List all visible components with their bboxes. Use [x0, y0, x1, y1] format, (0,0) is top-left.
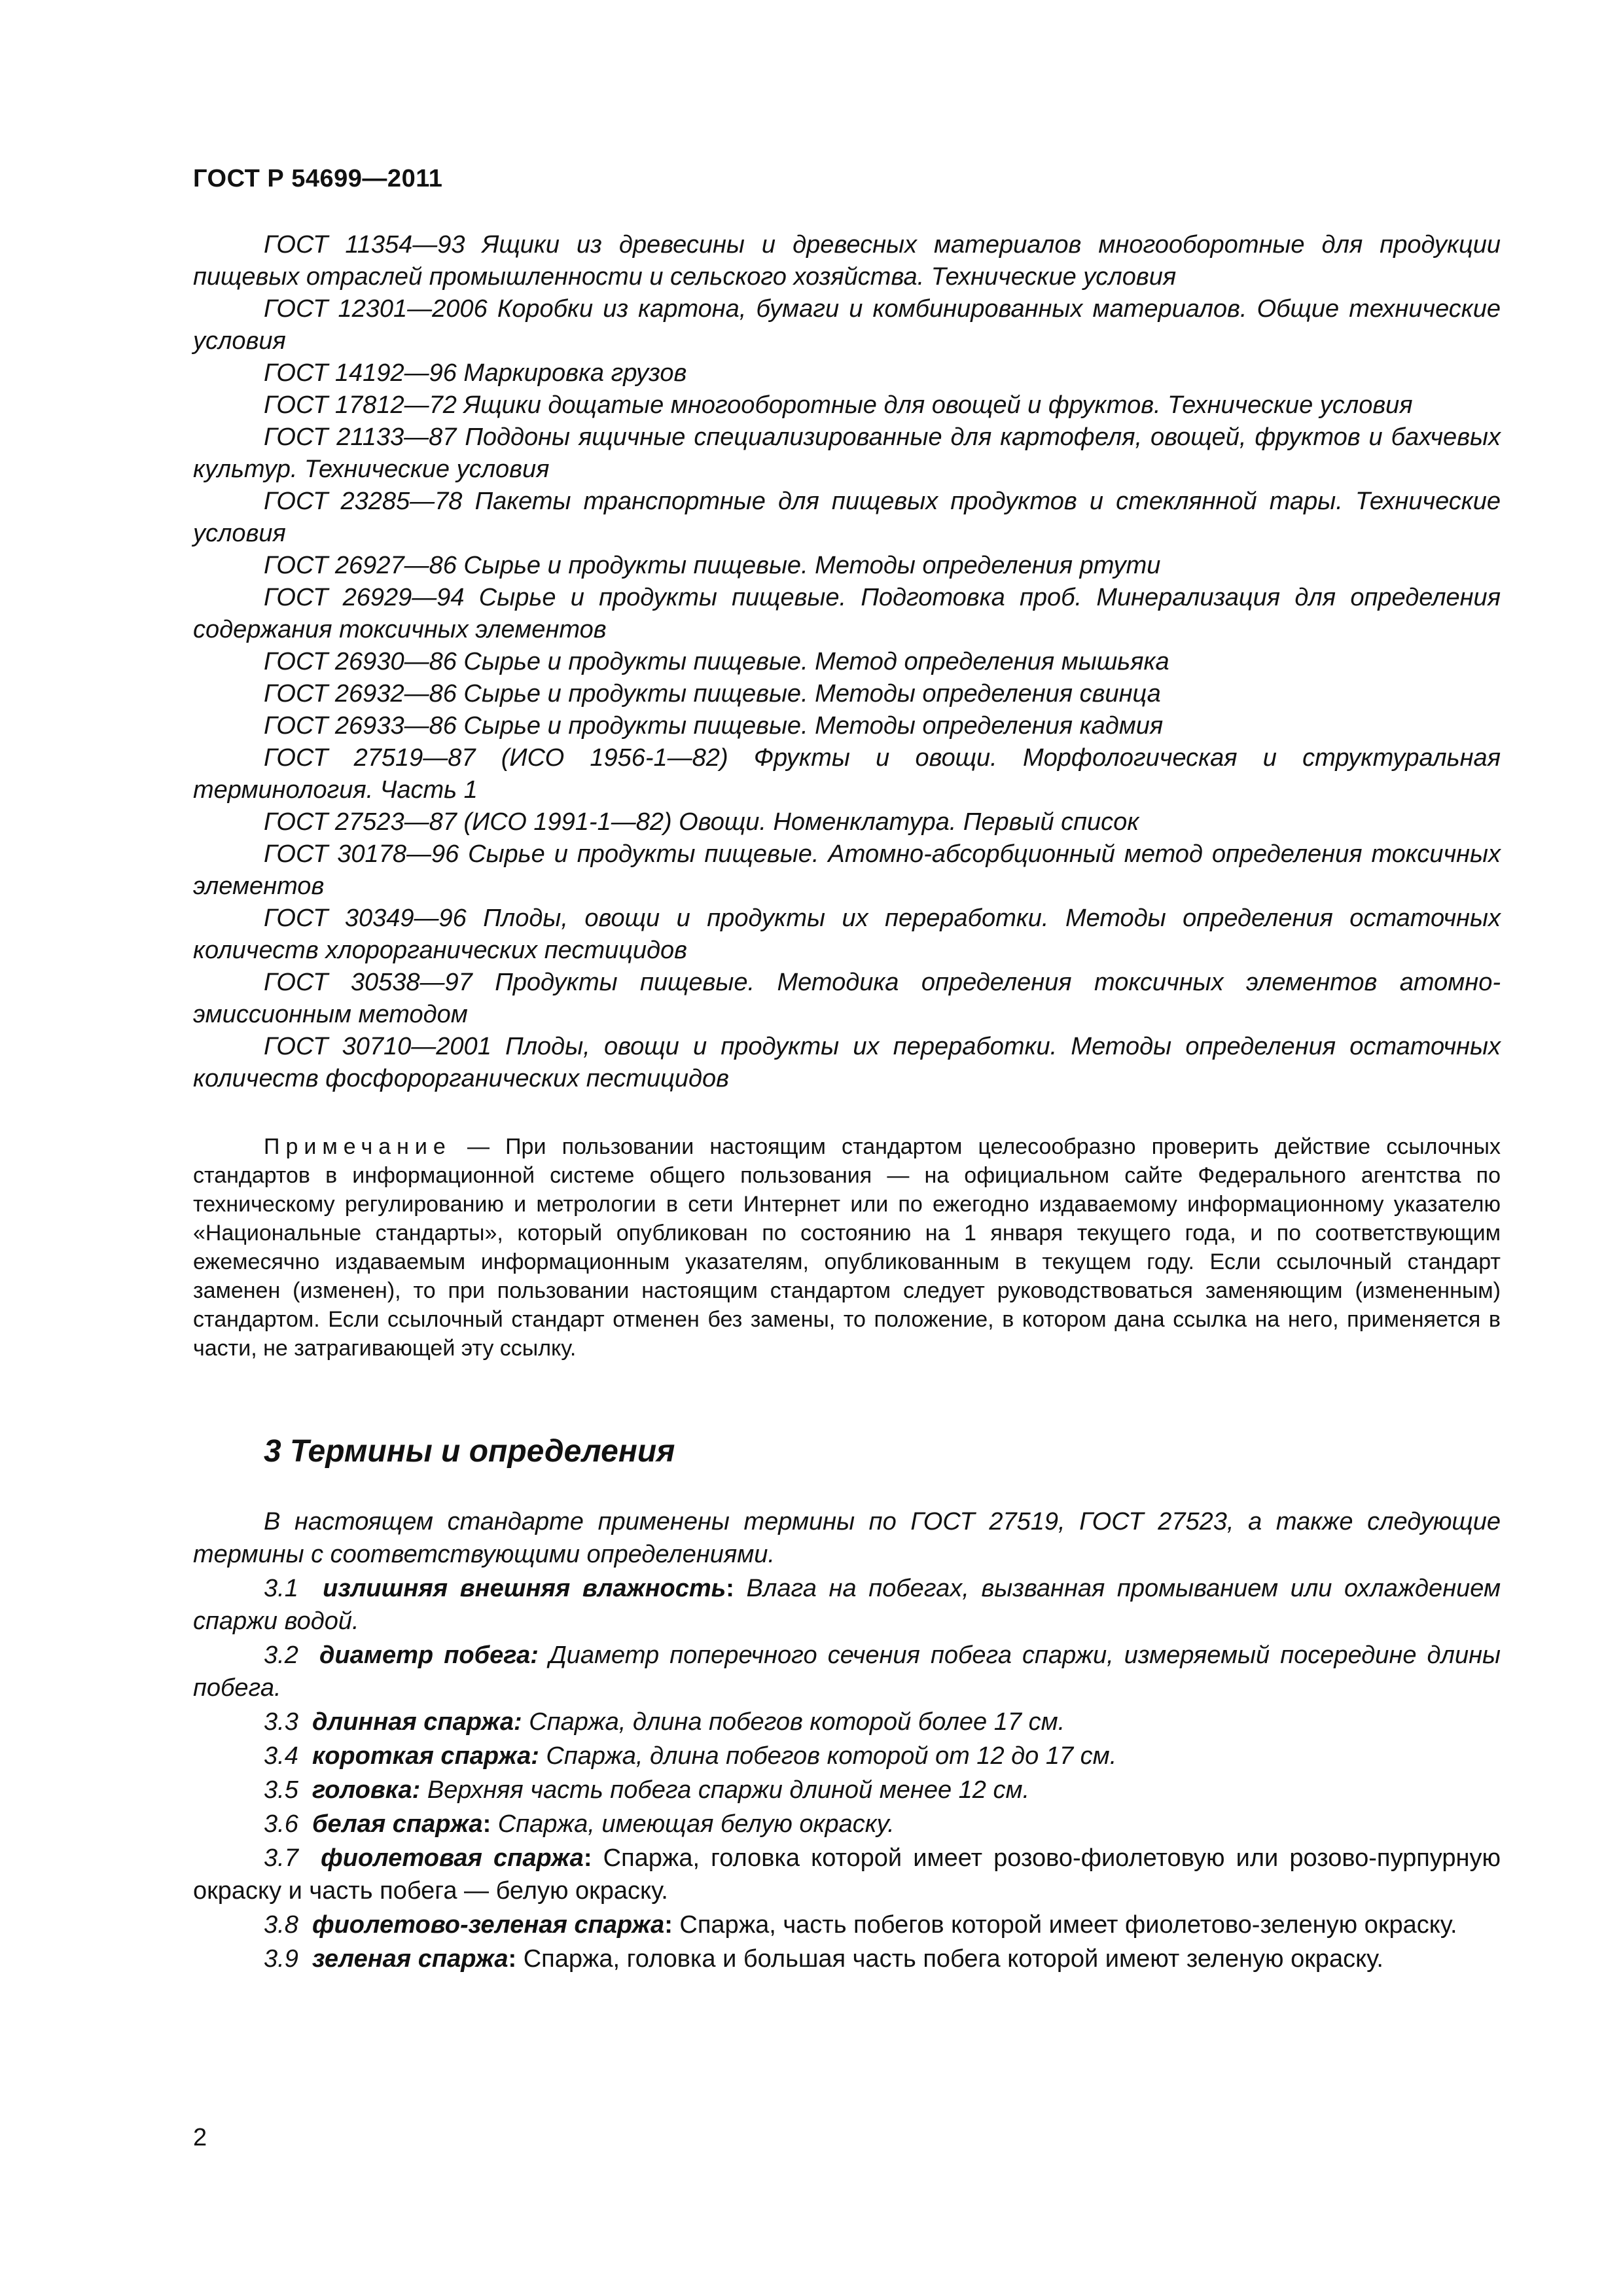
term-separator: :	[664, 1911, 673, 1939]
term-item	[193, 1808, 1501, 1840]
term-name: фиолетово-зеленая спаржа	[312, 1911, 665, 1939]
normative-references-list	[193, 229, 1501, 1095]
term-separator: :	[726, 1575, 734, 1602]
term-name: диаметр побега:	[319, 1641, 539, 1669]
term-number: 3.3	[264, 1708, 298, 1736]
term-definition: Спаржа, головка и большая часть побега которой имеют зеленую окраску.	[516, 1945, 1383, 1973]
note-block	[193, 1132, 1501, 1363]
reference-item: ГОСТ 26929—94 Сырье и продукты пищевые. Подготовка проб. Минерализация для определения содержания токсичных элементов	[193, 584, 1501, 643]
term-item	[193, 1909, 1501, 1941]
reference-item: ГОСТ 17812—72 Ящики дощатые многооборотные для овощей и фруктов. Технические условия	[264, 391, 1413, 419]
term-item	[193, 1639, 1501, 1704]
section-intro: В настоящем стандарте применены термины по ГОСТ 27519, ГОСТ 27523, а также следующие термины с соответствующими определениями.	[193, 1508, 1501, 1568]
term-item	[193, 1842, 1501, 1907]
term-separator: :	[583, 1844, 592, 1872]
term-name: головка:	[312, 1776, 421, 1804]
page-number: 2	[193, 2124, 207, 2151]
note-label: Примечание	[264, 1134, 452, 1159]
term-number: 3.6	[264, 1810, 298, 1838]
document-header-code: ГОСТ Р 54699—2011	[193, 165, 443, 192]
term-name: белая спаржа	[312, 1810, 483, 1838]
reference-item: ГОСТ 27519—87 (ИСО 1956-1—82) Фрукты и овощи. Морфологическая и структуральная терминология. Часть 1	[193, 744, 1501, 804]
term-definition: Спаржа, часть побегов которой имеет фиолетово-зеленую окраску.	[672, 1911, 1457, 1939]
term-separator: :	[508, 1945, 517, 1973]
term-name: фиолетовая спаржа	[321, 1844, 584, 1872]
reference-item: ГОСТ 12301—2006 Коробки из картона, бумаги и комбинированных материалов. Общие технические условия	[193, 295, 1501, 355]
term-definition: Спаржа, длина побегов которой более 17 см.	[522, 1708, 1065, 1736]
term-name: зеленая спаржа	[312, 1945, 508, 1973]
term-number: 3.2	[264, 1641, 298, 1669]
section-title: 3 Термины и определения	[264, 1434, 675, 1469]
term-name: короткая спаржа:	[312, 1742, 539, 1770]
term-separator: :	[482, 1810, 491, 1838]
term-definition: Спаржа, длина побегов которой от 12 до 17 см.	[539, 1742, 1117, 1770]
term-item	[193, 1740, 1501, 1772]
term-definition: Спаржа, головка которой имеет розово-фиолетовую или розово-пурпурную окраску и часть побега — белую окраску.	[193, 1844, 1501, 1905]
reference-item: ГОСТ 14192—96 Маркировка грузов	[264, 359, 687, 387]
term-number: 3.1	[264, 1575, 298, 1602]
note-text: — При пользовании настоящим стандартом целесообразно проверить действие ссылочных стандартов в информационной системе общего пользования — на официальном сайте Федерального агентства по техническому регулированию и метрологии в сети Интернет или по ежегодно издаваемому информационному указателю «Национальные стандарты», который опубликован по состоянию на 1 января текущего года, и по соответствующим ежемесячно издаваемым информационным указателям, опубликованным в текущем году. Если ссылочный стандарт заменен (изменен), то при пользовании настоящим стандартом следует руководствоваться заменяющим (измененным) стандартом. Если ссылочный стандарт отменен без замены, то положение, в котором дана ссылка на него, применяется в части, не затрагивающей эту ссылку.	[193, 1134, 1501, 1361]
term-item	[193, 1572, 1501, 1638]
reference-item: ГОСТ 26930—86 Сырье и продукты пищевые. Метод определения мышьяка	[264, 648, 1169, 675]
reference-item: ГОСТ 21133—87 Поддоны ящичные специализированные для картофеля, овощей, фруктов и бахчевых культур. Технические условия	[193, 423, 1501, 483]
reference-item: ГОСТ 11354—93 Ящики из древесины и древесных материалов многооборотные для продукции пищевых отраслей промышленности и сельского хозяйства. Технические условия	[193, 231, 1501, 291]
reference-item: ГОСТ 30178—96 Сырье и продукты пищевые. Атомно-абсорбционный метод определения токсичных элементов	[193, 840, 1501, 900]
note-paragraph	[193, 1132, 1501, 1363]
term-item	[193, 1774, 1501, 1806]
reference-item: ГОСТ 23285—78 Пакеты транспортные для пищевых продуктов и стеклянной тары. Технические условия	[193, 488, 1501, 547]
reference-item: ГОСТ 27523—87 (ИСО 1991-1—82) Овощи. Номенклатура. Первый список	[264, 808, 1139, 836]
term-item	[193, 1943, 1501, 1975]
reference-item: ГОСТ 26933—86 Сырье и продукты пищевые. Методы определения кадмия	[264, 712, 1164, 740]
term-name: длинная спаржа:	[312, 1708, 522, 1736]
reference-item: ГОСТ 30538—97 Продукты пищевые. Методика определения токсичных элементов атомно-эмиссионным методом	[193, 969, 1501, 1028]
term-definition: Влага на побегах, вызванная промыванием или охлаждением спаржи водой.	[193, 1575, 1501, 1635]
term-number: 3.4	[264, 1742, 298, 1770]
reference-item: ГОСТ 26927—86 Сырье и продукты пищевые. Методы определения ртути	[264, 552, 1161, 579]
term-definition: Верхняя часть побега спаржи длиной менее 12 см.	[420, 1776, 1030, 1804]
term-number: 3.5	[264, 1776, 298, 1804]
term-number: 3.9	[264, 1945, 298, 1973]
reference-item: ГОСТ 26932—86 Сырье и продукты пищевые. Методы определения свинца	[264, 680, 1161, 708]
term-definition: Диаметр поперечного сечения побега спаржи, измеряемый посередине длины побега.	[193, 1641, 1501, 1702]
reference-item: ГОСТ 30710—2001 Плоды, овощи и продукты их переработки. Методы определения остаточных количеств фосфорорганических пестицидов	[193, 1033, 1501, 1092]
term-item	[193, 1706, 1501, 1738]
terms-list	[193, 1505, 1501, 1977]
term-definition: Спаржа, имеющая белую окраску.	[491, 1810, 895, 1838]
reference-item: ГОСТ 30349—96 Плоды, овощи и продукты их переработки. Методы определения остаточных количеств хлорорганических пестицидов	[193, 905, 1501, 964]
term-number: 3.7	[264, 1844, 298, 1872]
term-number: 3.8	[264, 1911, 298, 1939]
term-name: излишняя внешняя влажность	[323, 1575, 726, 1602]
